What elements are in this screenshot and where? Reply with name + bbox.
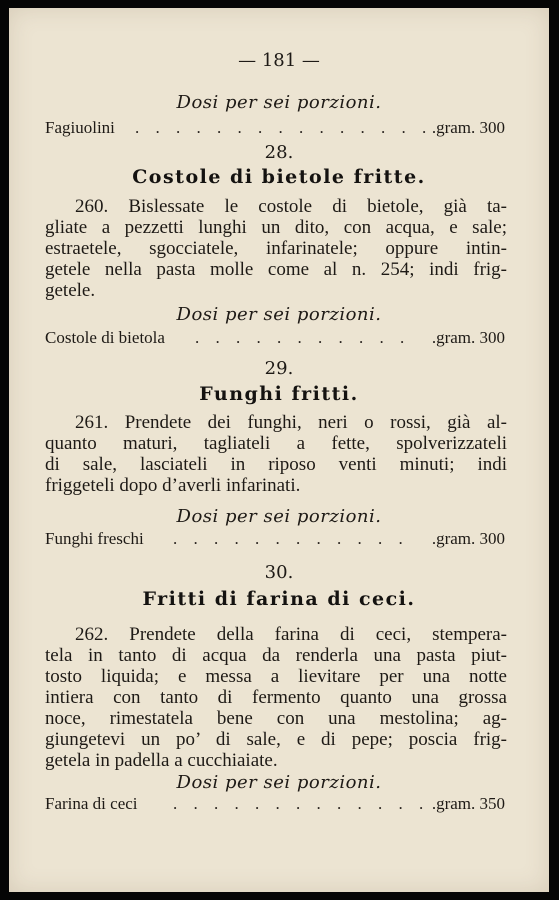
ingredient-qty: .gram. 350 bbox=[431, 794, 505, 813]
recipe-text bbox=[45, 412, 507, 496]
text-line: intiera con tanto di fermento quanto una grossa bbox=[45, 687, 507, 708]
ingredient-qty: .gram. 300 bbox=[431, 529, 505, 548]
text-line: getela in padella a cucchiaiate. bbox=[45, 750, 278, 771]
leader-dots: . . . . . . . . . . . . . . . bbox=[135, 118, 433, 137]
text-line: getele. bbox=[45, 280, 96, 301]
recipe-title: Costole di bietole fritte. bbox=[132, 166, 426, 188]
text-line: 261. Prendete dei funghi, neri o rossi, già al- bbox=[75, 412, 507, 433]
dosi-heading: Dosi per sei porzioni. bbox=[176, 506, 382, 527]
ingredient-name: Funghi freschi bbox=[45, 529, 144, 548]
text-line: giungetevi un po’ di sale, e di pepe; poscia frig- bbox=[45, 729, 507, 750]
text-line: estraetele, sgocciatele, infarinatele; oppure intin- bbox=[45, 238, 507, 259]
recipe-text bbox=[45, 624, 507, 771]
text-line: gliate a pezzetti lunghi un dito, con acqua, e sale; bbox=[45, 217, 507, 238]
recipe-title: Funghi fritti. bbox=[199, 383, 359, 405]
text-line: tela in tanto di acqua da renderla una pasta piut- bbox=[45, 645, 507, 666]
leader-dots: . . . . . . . . . . . bbox=[195, 328, 411, 347]
text-line: noce, rimestatela bene con una mestolina; ag- bbox=[45, 708, 507, 729]
ingredient-name: Fagiuolini bbox=[45, 118, 115, 137]
dosi-heading: Dosi per sei porzioni. bbox=[176, 772, 382, 793]
text-line: quanto maturi, tagliateli a fette, spolverizzateli bbox=[45, 433, 507, 454]
recipe-number: 28. bbox=[264, 142, 294, 163]
leader-dots: . . . . . . . . . . . . . bbox=[173, 794, 430, 813]
text-line: 260. Bislessate le costole di bietole, già ta- bbox=[75, 196, 507, 217]
ingredient-qty: .gram. 300 bbox=[431, 328, 505, 347]
ingredient-line bbox=[45, 794, 505, 816]
ingredient-line bbox=[45, 529, 505, 551]
text-line: friggeteli dopo d’averli infarinati. bbox=[45, 475, 301, 496]
page-number: — 181 — bbox=[238, 50, 320, 71]
dosi-heading: Dosi per sei porzioni. bbox=[176, 304, 382, 325]
ingredient-line bbox=[45, 118, 505, 140]
dosi-heading: Dosi per sei porzioni. bbox=[176, 92, 382, 113]
recipe-number: 30. bbox=[264, 562, 294, 583]
book-page bbox=[9, 8, 549, 892]
ingredient-line bbox=[45, 328, 505, 350]
text-line: getele nella pasta molle come al n. 254; indi frig- bbox=[45, 259, 507, 280]
ingredient-name: Farina di ceci bbox=[45, 794, 138, 813]
ingredient-name: Costole di bietola bbox=[45, 328, 165, 347]
ingredient-qty: .gram. 300 bbox=[431, 118, 505, 137]
recipe-number: 29. bbox=[264, 358, 294, 379]
text-line: tosto liquida; e messa a lievitare per una notte bbox=[45, 666, 507, 687]
recipe-text bbox=[45, 196, 507, 301]
leader-dots: . . . . . . . . . . . . bbox=[173, 529, 409, 548]
text-line: 262. Prendete della farina di ceci, stempera- bbox=[75, 624, 507, 645]
recipe-title: Fritti di farina di ceci. bbox=[142, 588, 416, 610]
text-line: di sale, lasciateli in riposo venti minuti; indi bbox=[45, 454, 507, 475]
